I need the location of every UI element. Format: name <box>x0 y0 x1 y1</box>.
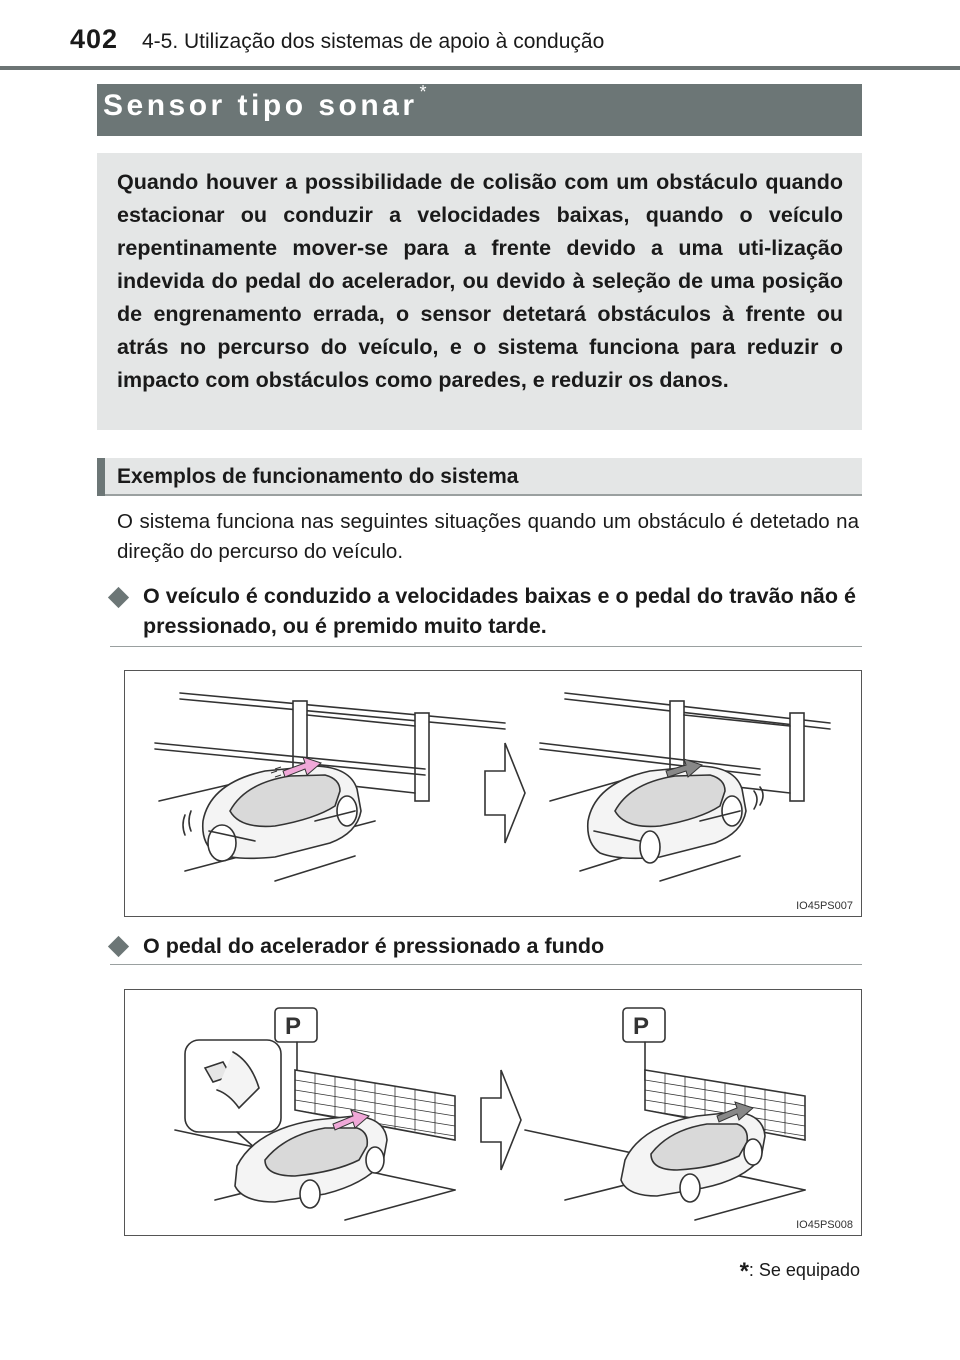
example-2-rule <box>110 964 862 965</box>
footnote-mark: * <box>739 1258 749 1285</box>
subsection-accent <box>97 458 105 496</box>
diamond-bullet-icon <box>108 936 129 957</box>
transition-arrow-icon-2 <box>481 1070 521 1170</box>
figure-1-illustration <box>125 671 861 916</box>
footnote <box>740 1258 860 1286</box>
diamond-bullet-icon <box>108 587 129 608</box>
svg-text:P: P <box>285 1013 302 1040</box>
example-2-text: O pedal do acelerador é pressionado a fundo <box>143 934 605 958</box>
car-left <box>203 766 361 861</box>
svg-text:P: P <box>633 1013 650 1040</box>
footnote-text: : Se equipado <box>748 1260 860 1280</box>
example-1-text: O veículo é conduzido a velocidades baixas e o pedal do travão não é pressionado, ou é premido muito tarde. <box>143 584 856 638</box>
page-number: 402 <box>70 24 119 54</box>
transition-arrow-icon <box>485 743 525 843</box>
section-title-text: Sensor tipo sonar <box>103 89 418 122</box>
header-rule <box>0 66 960 70</box>
subsection-body: O sistema funciona nas seguintes situações quando um obstáculo é detetado na direção do percurso do veículo. <box>117 510 859 563</box>
figure-2-code: IO45PS008 <box>796 1219 853 1231</box>
subsection-title: Exemplos de funcionamento do sistema <box>117 465 519 488</box>
figure-1-code: IO45PS007 <box>796 900 853 912</box>
example-1-rule <box>110 646 862 647</box>
figure-1 <box>124 670 862 917</box>
parking-sign-right <box>623 1008 665 1080</box>
section-title-mark: * <box>419 82 427 102</box>
running-head: 4-5. Utilização dos sistemas de apoio à condução <box>142 30 605 53</box>
figure-2 <box>124 989 862 1236</box>
intro-text: Quando houver a possibilidade de colisão com um obstáculo quando estacionar ou conduzir a velocidades baixas, quando o veículo repentinamente mover-se para a frente devido a uma uti-lização indevida do pedal do acelerador, ou devido à seleção de uma posição de engrenamento errada, o sensor detetará obstáculos à frente ou atrás no percurso do veículo, e o sistema funciona para reduzir o impacto com obstáculos como paredes, e reduzir os danos. <box>117 170 843 392</box>
car-right <box>588 766 746 863</box>
section-title <box>103 82 427 123</box>
car-right-2 <box>621 1112 765 1202</box>
figure-2-illustration <box>125 990 861 1235</box>
